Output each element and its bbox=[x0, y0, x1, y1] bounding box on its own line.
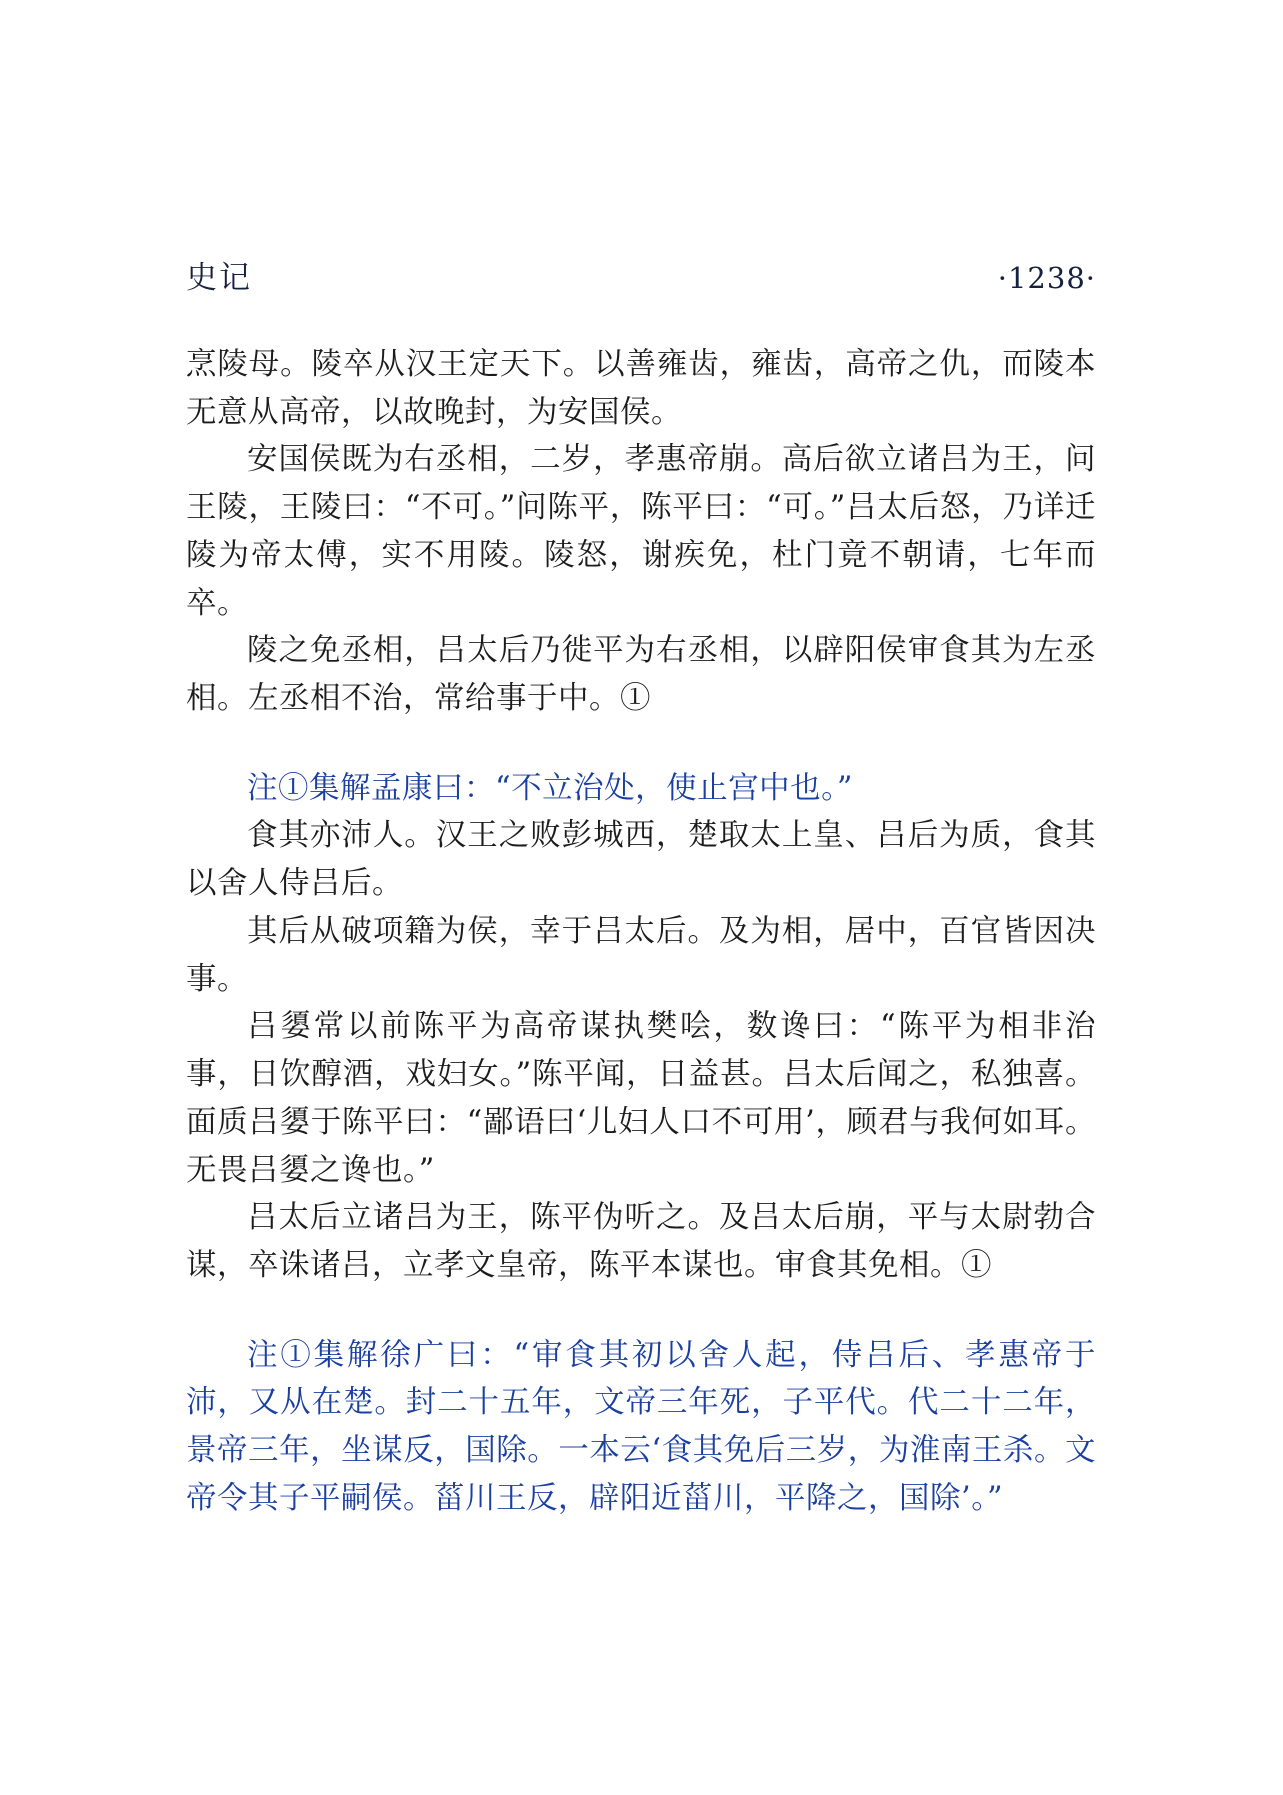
body-paragraph: 烹陵母。陵卒从汉王定天下。以善雍齿，雍齿，高帝之仇，而陵本无意从高帝，以故晚封，为安国侯。 bbox=[186, 347, 1096, 430]
running-head bbox=[186, 252, 1096, 297]
body-paragraph: 安国侯既为右丞相，二岁，孝惠帝崩。高后欲立诸吕为王，问王陵，王陵曰：“不可。”问陈平，陈平曰：“可。”吕太后怒，乃详迁陵为帝太傅，实不用陵。陵怒，谢疾免，杜门竟不朝请，七年而卒。 bbox=[186, 442, 1096, 621]
page-number: ·1238· bbox=[997, 261, 1096, 295]
body-text bbox=[186, 341, 1096, 1523]
body-paragraph: 其后从破项籍为侯，幸于吕太后。及为相，居中，百官皆因决事。 bbox=[186, 913, 1096, 997]
annotation-paragraph: 注①集解孟康曰：“不立治处，使止宫中也。” bbox=[247, 770, 853, 806]
annotation-paragraph: 注①集解徐广曰：“审食其初以舍人起，侍吕后、孝惠帝于沛，又从在楚。封二十五年，文帝三年死，子平代。代二十二年，景帝三年，坐谋反，国除。一本云‘食其免后三岁，为淮南王杀。文帝令其子平嗣侯。菑川王反，辟阳近菑川，平降之，国除’。” bbox=[186, 1337, 1096, 1516]
body-paragraph: 陵之免丞相，吕太后乃徙平为右丞相，以辟阳侯审食其为左丞相。左丞相不治，常给事于中。① bbox=[186, 633, 1096, 717]
paragraph-spacer bbox=[186, 723, 1096, 765]
body-paragraph: 吕嬃常以前陈平为高帝谋执樊哙，数谗曰：“陈平为相非治事，日饮醇酒，戏妇女。”陈平闻，日益甚。吕太后闻之，私独喜。面质吕嬃于陈平曰：“鄙语曰‘儿妇人口不可用’，顾君与我何如耳。无畏吕嬃之谗也。” bbox=[186, 1009, 1096, 1188]
body-paragraph: 食其亦沛人。汉王之败彭城西，楚取太上皇、吕后为质，食其以舍人侍吕后。 bbox=[186, 818, 1096, 902]
book-title: 史记 bbox=[186, 260, 252, 296]
page-content bbox=[186, 252, 1096, 1523]
body-paragraph: 吕太后立诸吕为王，陈平伪听之。及吕太后崩，平与太尉勃合谋，卒诛诸吕，立孝文皇帝，陈平本谋也。审食其免相。① bbox=[186, 1200, 1096, 1283]
paragraph-spacer bbox=[186, 1290, 1096, 1332]
